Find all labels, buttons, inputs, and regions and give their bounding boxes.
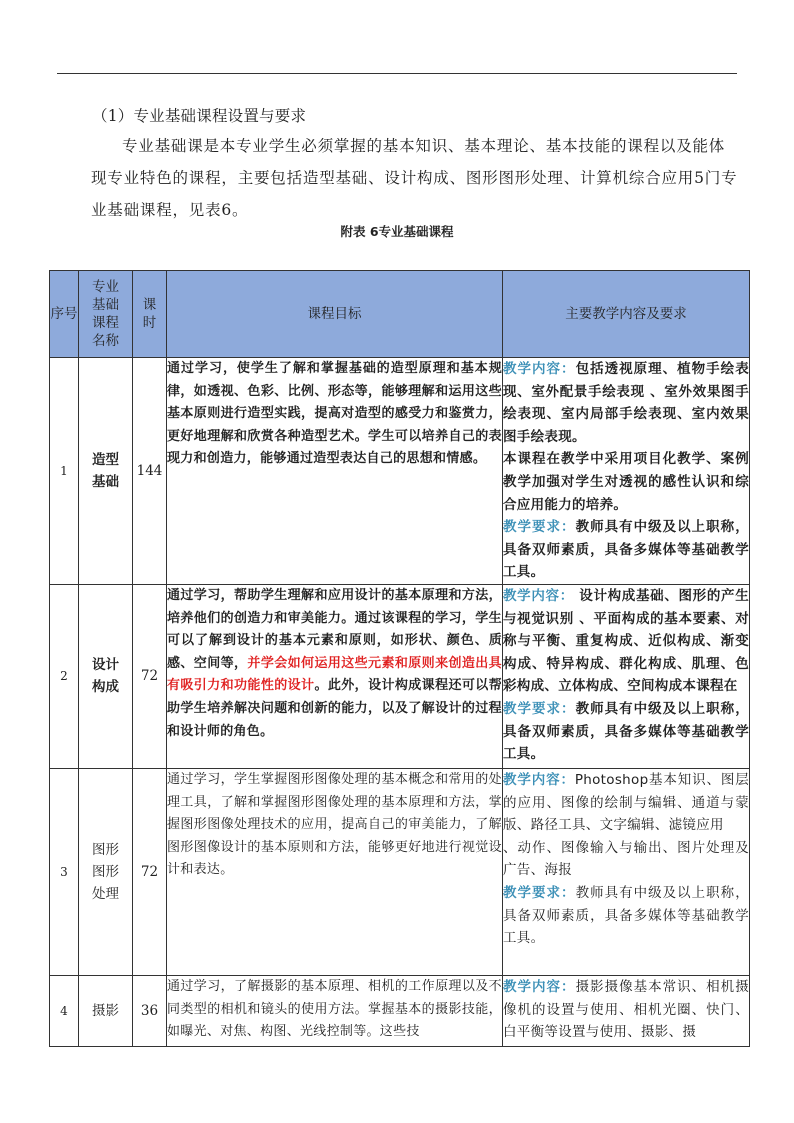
section-paragraph: 专业基础课是本专业学生必须掌握的基本知识、基本理论、基本技能的课程以及能体现专业特色的课程，主要包括造型基础、设计构成、图形图形处理、计算机综合应用5门专业基础课程，见表6。 [91, 137, 738, 219]
goal-text-end: 。此外，设计构成课程还可以帮助学生培养解决问题和创新的能力，以及了解设计的过程和设计师的角色。 [167, 678, 502, 739]
row-content [503, 768, 750, 975]
content-extra: 、动作、图像输入与输出、图片处理及广告、海报 [503, 839, 749, 879]
table-row [50, 358, 750, 585]
header-num: 序号 [50, 271, 79, 358]
row-content [503, 975, 750, 1046]
content-text: 设计构成基础、图形的产生与视觉识别 、平面构成的基本要素、对称与平衡、重复构成、近似构成、渐变构成、特异构成、群化构成、肌理、色彩构成、立体构成、空间构成本课程在 [503, 587, 750, 695]
row-num: 2 [50, 584, 79, 768]
course-table [49, 270, 750, 1047]
requirement-label: 教学要求： [503, 884, 576, 901]
content-label: 教学内容： [503, 978, 576, 995]
content-extra: 本课程在教学中采用项目化教学、案例教学加强对学生对透视的感性认识和综合应用能力的培养。 [503, 451, 749, 513]
row-num: 1 [50, 358, 79, 585]
row-content [503, 358, 750, 585]
content-text: Photoshop基本知识、图层的应用、图像的绘制与编辑、通道与蒙版、路径工具、文字编辑、滤镜应用 [503, 771, 750, 834]
table-header-row [50, 271, 750, 358]
goal-text: 通过学习，帮助学生理解和应用设计的基本原理和方法，培养他们的创造力和审美能力。通过该课程的学习，学生可以了解到设计的基本元素和原则，如形状、颜色、质感、空间等， [167, 587, 502, 671]
header-name: 专业基础课程名称 [79, 271, 133, 358]
row-num: 3 [50, 768, 79, 975]
header-rule [57, 73, 737, 74]
row-goal: 通过学习，了解摄影的基本原理、相机的工作原理以及不同类型的相机和镜头的使用方法。掌握基本的摄影技能，如曝光、对焦、构图、光线控制等。这些技 [167, 975, 503, 1046]
row-hours: 72 [133, 768, 167, 975]
requirement-label: 教学要求： [503, 700, 576, 717]
table-row [50, 768, 750, 975]
header-goal: 课程目标 [167, 271, 503, 358]
header-hours: 课时 [133, 271, 167, 358]
requirement-text: 教师具有中级及以上职称，具备双师素质，具备多媒体等基础教学工具。 [503, 519, 749, 581]
row-goal: 通过学习，使学生了解和掌握基础的造型原理和基本规律，如透视、色彩、比例、形态等，能够理解和运用这些基本原则进行造型实践，提高对造型的感受力和鉴赏力，更好地理解和欣赏各种造型艺术。学生可以培养自己的表现力和创造力，能够通过造型表达自己的思想和情感。 [167, 358, 503, 585]
row-hours: 36 [133, 975, 167, 1046]
content-label: 教学内容： [503, 361, 576, 377]
row-name: 造型基础 [79, 358, 133, 585]
row-hours: 72 [133, 584, 167, 768]
table-row [50, 975, 750, 1046]
goal-highlight: 并学会如何运用这些元素和原则来创造出具有吸引力和功能性的设计 [167, 655, 502, 694]
section-heading: （1）专业基础课程设置与要求 [92, 107, 307, 125]
row-name: 设计构成 [79, 584, 133, 768]
table-row [50, 584, 750, 768]
row-goal [167, 584, 503, 768]
content-text: 摄影摄像基本常识、相机摄像机的设置与使用、相机光圈、快门、白平衡等设置与使用、摄影、摄 [503, 978, 749, 1041]
row-name: 摄影 [79, 975, 133, 1046]
content-text: 包括透视原理、植物手绘表现、室外配景手绘表现 、室外效果图手绘表现、室内局部手绘表现、室内效果图手绘表现。 [503, 361, 749, 445]
content-label: 教学内容： [503, 771, 575, 788]
requirement-text: 教师具有中级及以上职称，具备双师素质，具备多媒体等基础教学工具。 [503, 884, 749, 947]
row-hours: 144 [133, 358, 167, 585]
requirement-label: 教学要求： [503, 519, 576, 536]
requirement-text: 教师具有中级及以上职称，具备双师素质，具备多媒体等基础教学工具。 [503, 700, 749, 763]
row-name: 图形图形处理 [79, 768, 133, 975]
row-content [503, 584, 750, 768]
content-label: 教学内容： [503, 587, 574, 604]
row-num: 4 [50, 975, 79, 1046]
row-goal: 通过学习，学生掌握图形图像处理的基本概念和常用的处理工具，了解和掌握图形图像处理的基本原理和方法，掌握图形图像处理技术的应用，提高自己的审美能力，了解图形图像设计的基本原则和方法，能够更好地进行视觉设计和表达。 [167, 768, 503, 975]
table-caption: 附表 6专业基础课程 [340, 224, 454, 239]
header-content: 主要教学内容及要求 [503, 271, 750, 358]
